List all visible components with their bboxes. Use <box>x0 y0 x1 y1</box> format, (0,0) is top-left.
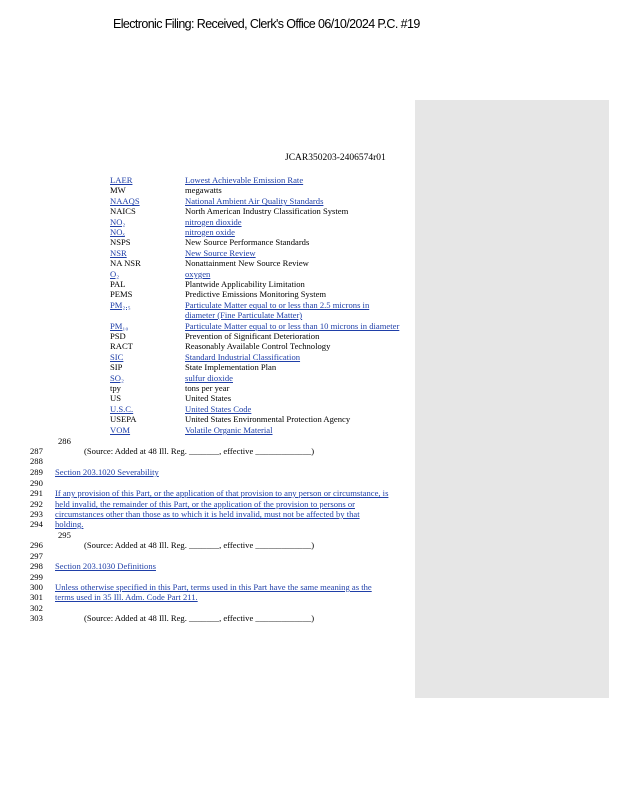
abbreviation-term: MW <box>110 185 126 195</box>
abbreviation-definition: Particulate Matter equal to or less than 2.5 microns in <box>185 300 370 310</box>
line-number: 301 <box>30 592 43 602</box>
abbreviation-definition: Prevention of Significant Deterioration <box>185 331 320 341</box>
abbreviation-definition: United States Environmental Protection Agency <box>185 414 351 424</box>
line-number: 298 <box>30 561 43 571</box>
severability-text: If any provision of this Part, or the application of that provision to any person or circumstance, is <box>55 488 389 498</box>
abbreviation-term: tpy <box>110 383 121 393</box>
section-heading-definitions: Section 203.1030 Definitions <box>55 561 156 571</box>
line-number: 300 <box>30 582 43 592</box>
abbreviation-term: PAL <box>110 279 126 289</box>
definitions-text: Unless otherwise specified in this Part, terms used in this Part have the same meaning as the <box>55 582 372 592</box>
abbreviation-definition: Particulate Matter equal to or less than 10 microns in diameter <box>185 321 400 331</box>
line-number: 295 <box>58 530 71 540</box>
abbreviation-term: SO₂ <box>110 373 124 383</box>
abbreviation-definition: megawatts <box>185 185 222 195</box>
abbreviation-term: USEPA <box>110 414 137 424</box>
severability-text: circumstances other than those as to which it is held invalid, must not be affected by that <box>55 509 360 519</box>
source-note: (Source: Added at 48 Ill. Reg. _______, effective _____________) <box>84 613 315 623</box>
abbreviation-term: SIP <box>110 362 123 372</box>
document-id: JCAR350203-2406574r01 <box>285 153 386 163</box>
abbreviation-definition: tons per year <box>185 383 230 393</box>
line-number: 292 <box>30 499 43 509</box>
abbreviation-definition: Lowest Achievable Emission Rate <box>185 175 304 185</box>
abbreviation-term: VOM <box>110 425 131 435</box>
line-number: 288 <box>30 456 43 466</box>
abbreviation-definition: State Implementation Plan <box>185 362 277 372</box>
abbreviation-definition: diameter (Fine Particulate Matter) <box>185 310 303 320</box>
line-number: 290 <box>30 478 43 488</box>
abbreviation-definition: Nonattainment New Source Review <box>185 258 309 268</box>
abbreviation-term: O₂ <box>110 269 120 279</box>
line-number: 296 <box>30 540 43 550</box>
abbreviation-definition: Plantwide Applicability Limitation <box>185 279 305 289</box>
section-heading-severability: Section 203.1020 Severability <box>55 467 159 477</box>
abbreviation-term: NO₂ <box>110 217 126 227</box>
abbreviation-term: NAICS <box>110 206 136 216</box>
abbreviation-term: U.S.C. <box>110 404 134 414</box>
line-number: 286 <box>58 436 71 446</box>
line-number: 299 <box>30 572 43 582</box>
abbreviation-definition: United States <box>185 393 232 403</box>
abbreviation-term: NA NSR <box>110 258 141 268</box>
line-number: 289 <box>30 467 43 477</box>
abbreviation-term: PM₂.₅ <box>110 300 131 310</box>
abbreviation-definition: North American Industry Classification System <box>185 206 349 216</box>
line-number: 287 <box>30 446 43 456</box>
abbreviation-definition: National Ambient Air Quality Standards <box>185 196 324 206</box>
abbreviation-definition: Volatile Organic Material <box>185 425 273 435</box>
abbreviation-definition: Standard Industrial Classification <box>185 352 301 362</box>
source-note: (Source: Added at 48 Ill. Reg. _______, effective _____________) <box>84 446 315 456</box>
abbreviation-term: PM₁₀ <box>110 321 129 331</box>
abbreviation-term: PSD <box>110 331 126 341</box>
line-number: 291 <box>30 488 43 498</box>
line-number: 302 <box>30 603 43 613</box>
abbreviation-term: NSR <box>110 248 127 258</box>
comment-margin-panel <box>415 100 609 698</box>
abbreviation-definition: New Source Review <box>185 248 256 258</box>
abbreviation-definition: oxygen <box>185 269 211 279</box>
severability-text: holding. <box>55 519 84 529</box>
abbreviation-term: NOₓ <box>110 227 125 237</box>
abbreviation-term: PEMS <box>110 289 133 299</box>
abbreviation-definition: sulfur dioxide <box>185 373 233 383</box>
abbreviation-definition: nitrogen oxide <box>185 227 235 237</box>
abbreviation-definition: United States Code <box>185 404 252 414</box>
line-number: 303 <box>30 613 43 623</box>
abbreviation-definition: nitrogen dioxide <box>185 217 242 227</box>
abbreviation-term: LAER <box>110 175 133 185</box>
line-number: 294 <box>30 519 43 529</box>
abbreviation-term: RACT <box>110 341 133 351</box>
line-number: 293 <box>30 509 43 519</box>
line-number: 297 <box>30 551 43 561</box>
abbreviation-definition: New Source Performance Standards <box>185 237 310 247</box>
abbreviation-term: SIC <box>110 352 124 362</box>
filing-stamp-header: Electronic Filing: Received, Clerk's Office 06/10/2024 P.C. #19 <box>113 17 420 31</box>
abbreviation-definition: Predictive Emissions Monitoring System <box>185 289 327 299</box>
abbreviation-term: US <box>110 393 121 403</box>
abbreviation-term: NSPS <box>110 237 131 247</box>
abbreviation-term: NAAQS <box>110 196 140 206</box>
definitions-text: terms used in 35 Ill. Adm. Code Part 211. <box>55 592 198 602</box>
severability-text: held invalid, the remainder of this Part, or the application of the provision to persons or <box>55 499 355 509</box>
source-note: (Source: Added at 48 Ill. Reg. _______, effective _____________) <box>84 540 315 550</box>
abbreviation-definition: Reasonably Available Control Technology <box>185 341 331 351</box>
